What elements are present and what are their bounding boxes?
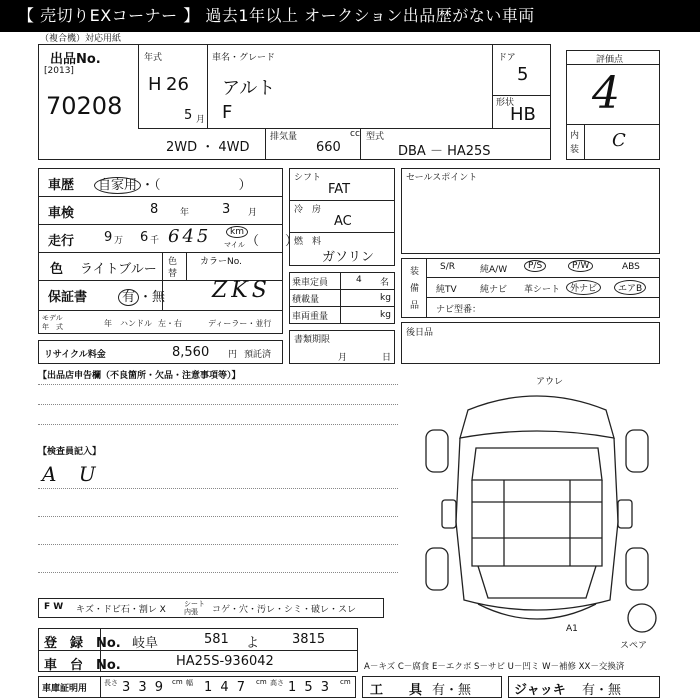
history-selected: 自家用 [94, 177, 141, 194]
color-change-1: 色 [168, 257, 178, 267]
year-label: 年式 [144, 53, 163, 63]
model-year-label-2: 年 式 [42, 323, 63, 331]
shift-label: シフト [294, 173, 322, 183]
mileage-label: 走行 [48, 234, 75, 249]
tools-no: 無 [458, 683, 472, 698]
chassis-label: 車 台 No. [44, 658, 121, 673]
cert-w-cm: cm [256, 678, 267, 686]
warranty-yes: 有 [118, 289, 139, 306]
registration-class: 581 [204, 632, 229, 647]
colorno-label: カラーNo. [200, 257, 242, 267]
docs-unit2: 日 [382, 353, 392, 363]
cert-h-cm: cm [340, 678, 351, 686]
recycle-note: 預託済 [244, 350, 272, 360]
tools-yes: 有 [432, 683, 446, 698]
sales-point-label: セールスポイント [406, 173, 478, 183]
model-year-label-1: モデル [42, 314, 63, 322]
cert-l-label: 長さ [104, 679, 118, 687]
capacity-unit: 名 [380, 278, 390, 288]
docs-label: 書類期限 [294, 335, 331, 345]
model-year-handle: ハンドル [120, 319, 152, 328]
equip-navi-model: ナビ型番： [436, 305, 482, 315]
lot-label: 出品No. [50, 52, 101, 67]
inspection-label: 車検 [48, 206, 75, 221]
equip-tv: 純TV [436, 285, 457, 295]
tools-sep: ・ [445, 683, 459, 698]
after-note-box [401, 322, 660, 364]
legend-items2: コゲ・穴・汚レ・シミ・破レ・スレ [212, 605, 357, 615]
equipment-label-3: 品 [410, 301, 420, 311]
lot-number: 70208 [46, 92, 123, 120]
jack-yes: 有 [582, 683, 596, 698]
legend-codes: A－キズ C－腐食 E－エクボ S－サビ U－凹ミ W－補修 XX－交換済 [364, 662, 625, 672]
registration-label: 登 録 No. [44, 636, 121, 651]
mileage-unit-km: km [226, 226, 248, 238]
color-change-2: 替 [168, 269, 178, 279]
cert-l-value: 3 3 9 [122, 680, 166, 695]
model-year-handle-opt: 左・右 [158, 319, 182, 328]
registration-number: 3815 [292, 632, 326, 647]
color-label: 色 [50, 262, 64, 277]
banner: 【 売切りEXコーナー 】 過去1年以上 オークション出品歴がない車両 [0, 0, 700, 32]
weight-unit: kg [380, 310, 391, 320]
equipment-label-1: 装 [410, 267, 420, 277]
mileage-man-unit: 万 [114, 236, 124, 246]
ac-value: AC [334, 214, 352, 229]
legend-seat-2: 内張 [184, 608, 198, 616]
fuel-value: ガソリン [322, 250, 375, 265]
warranty-options [118, 286, 165, 305]
mileage-man: 9 [104, 230, 113, 245]
capacity-value: 4 [356, 275, 362, 285]
year-month: 5 [184, 108, 193, 123]
inspection-month-unit: 月 [248, 208, 258, 218]
mileage-unit-mile: マイル [224, 241, 245, 249]
equip-pw: P/W [568, 260, 593, 272]
legend-seat-1: シート [184, 600, 205, 608]
shape-label: 形状 [496, 98, 515, 108]
equip-aw: 純A/W [480, 265, 508, 275]
year-era: H [148, 74, 162, 95]
history-circled [94, 174, 252, 193]
ac-label: 冷 房 [294, 205, 322, 215]
doors-label: ドア [498, 53, 516, 63]
inspection-month: 3 [222, 202, 231, 217]
equip-airbag: エアB [614, 280, 646, 295]
interior-label-1: 内 [570, 131, 580, 141]
mileage-paren: （ ） [246, 234, 299, 249]
history-rest: ・（ ） [141, 178, 252, 193]
legend-items: キズ・ドビ石・割レ X [76, 605, 166, 615]
inspector-text: A U [42, 462, 104, 486]
car-name: アルト [222, 78, 276, 99]
interior-label-2: 装 [570, 145, 580, 155]
displacement-unit: cc [350, 129, 360, 139]
top-note: （複合機）対応用紙 [40, 34, 122, 44]
after-note-label: 後日品 [406, 328, 434, 338]
year-month-unit: 月 [196, 115, 206, 125]
recycle-label: リサイクル料金 [44, 350, 106, 360]
warranty-label: 保証書 [48, 290, 88, 305]
tools-options [432, 679, 471, 698]
mileage-handwritten: 645 [168, 226, 212, 247]
model-value: DBA － HA25S [398, 144, 491, 159]
registration-kana: よ [246, 636, 260, 651]
equip-ps: P/S [524, 260, 546, 272]
legend-fw: F W [44, 602, 64, 612]
model-year-year: 年 [104, 319, 112, 328]
diagram-bottom-mark: A1 [566, 624, 578, 634]
year-value: 26 [166, 74, 189, 95]
seller-note-label: 【出品店申告欄（不良箇所・欠品・注意事項等）】 [38, 371, 241, 381]
warranty-sep: ・ [139, 290, 153, 305]
tools-label: 工 具 [370, 683, 423, 698]
equip-leather: 革シート [524, 285, 561, 295]
cert-w-value: 1 4 7 [204, 680, 248, 695]
interior-value: C [612, 130, 626, 151]
diagram-spare: スペア [620, 641, 648, 651]
colorno-value: ZKS [212, 278, 271, 303]
equip-abs: ABS [622, 262, 640, 272]
inspector-label: 【検査員記入】 [38, 447, 102, 457]
load-label: 積載量 [292, 295, 320, 305]
docs-unit: 月 [338, 353, 348, 363]
load-unit: kg [380, 293, 391, 303]
fuel-label: 燃 料 [294, 237, 322, 247]
cert-h-value: 1 5 3 [288, 680, 332, 695]
cert-label: 車庫証明用 [42, 684, 88, 694]
jack-label: ジャッキ [514, 683, 566, 698]
car-diagram [408, 372, 666, 642]
car-label: 車名・グレード [212, 53, 276, 63]
history-label: 車歴 [48, 178, 75, 193]
weight-label: 車両重量 [292, 312, 329, 322]
model-label: 型式 [366, 132, 385, 142]
registration-region: 岐阜 [132, 636, 159, 651]
recycle-value: 8,560 [172, 345, 210, 360]
displacement-value: 660 [316, 140, 341, 155]
equipment-label-2: 備 [410, 284, 420, 294]
equip-ext-navi: 外ナビ [566, 280, 601, 295]
color-value: ライトブルー [80, 262, 157, 277]
recycle-unit: 円 [228, 350, 238, 360]
car-grade: F [222, 102, 233, 123]
jack-no: 無 [608, 683, 622, 698]
score-value: 4 [592, 68, 620, 119]
equip-sr: S/R [440, 262, 455, 272]
shape-value: HB [510, 104, 536, 125]
drive-text: 2WD ・ 4WD [166, 140, 250, 155]
mileage-sen-unit: 千 [150, 236, 160, 246]
mileage-sen: 6 [140, 230, 149, 245]
jack-options [582, 679, 621, 698]
jack-sep: ・ [595, 683, 609, 698]
inspection-year-unit: 年 [180, 208, 190, 218]
chassis-value: HA25S-936042 [176, 654, 274, 669]
equip-navi: 純ナビ [480, 285, 508, 295]
shift-value: FAT [328, 182, 351, 197]
cert-l-cm: cm [172, 678, 183, 686]
doors-value: 5 [517, 64, 529, 85]
capacity-label: 乗車定員 [292, 278, 329, 288]
warranty-no: 無 [152, 290, 166, 305]
model-year-dealer: ディーラー・並行 [208, 319, 272, 328]
inspection-year: 8 [150, 202, 159, 217]
cert-w-label: 幅 [186, 679, 193, 687]
diagram-top-mark: アウレ [536, 377, 564, 387]
cert-h-label: 高さ [270, 679, 284, 687]
score-label: 評価点 [596, 55, 624, 65]
lot-year-tag: [2013] [44, 66, 74, 76]
displacement-label: 排気量 [270, 132, 298, 142]
